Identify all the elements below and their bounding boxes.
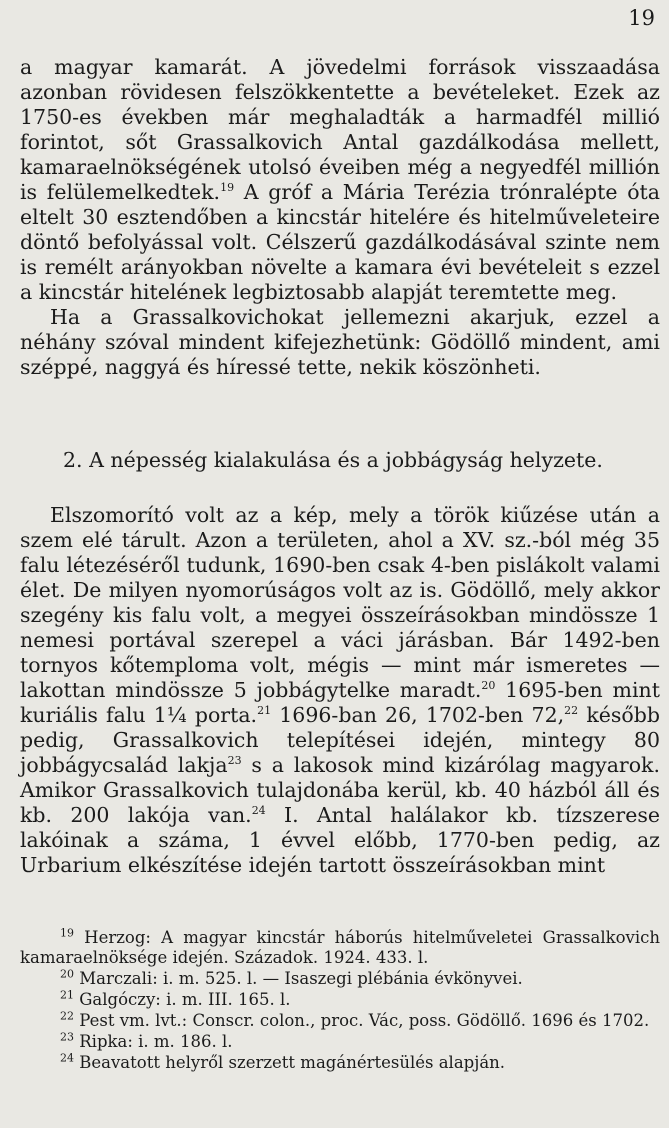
footnote-22 xyxy=(20,1011,660,1031)
footnote-23 xyxy=(20,1032,660,1052)
footnote-ref-21: 21 xyxy=(257,704,272,718)
footnote-number: 20 xyxy=(60,967,74,981)
paragraph-1-text: a magyar kamarát. A jövedelmi források visszaadása azonban rövidesen felszökkentette a bevételeket. Ezek az 1750-es években már meghaladták a harmadfél millió forintot, sőt Grassalkovich Antal gazdálkodása mellett, kamaraelnökségének utolsó éveiben még a negyedfél millión is felülemelkedtek. xyxy=(20,55,660,204)
footnote-20 xyxy=(20,969,660,989)
footnote-text: Herzog: A magyar kincstár háborús hitelműveletei Grassalkovich kamaraelnöksége idején. Századok. 1924. 433. l. xyxy=(20,928,660,967)
footnote-text: Galgóczy: i. m. III. 165. l. xyxy=(74,990,291,1009)
footnote-number: 19 xyxy=(60,926,74,940)
paragraph-3-text: 1696-ban 26, 1702-ben 72, xyxy=(271,703,565,727)
footnote-21 xyxy=(20,990,660,1010)
footnote-24 xyxy=(20,1053,660,1073)
footnote-ref-22: 22 xyxy=(564,704,579,718)
body-text-top xyxy=(20,55,660,380)
paragraph-3-text: később pedig, Grassalkovich telepítései idején, mintegy 80 jobbágycsalád lakja xyxy=(20,703,661,777)
section-heading: 2. A népesség kialakulása és a jobbágyság helyzete. xyxy=(63,448,603,472)
paragraph-3-text: s a lakosok mind kizárólag magyarok. Amikor Grassalkovich tulajdonába kerül, kb. 40 házból áll és kb. 200 lakója van. xyxy=(20,753,660,827)
paragraph-3-text: I. Antal halálakor kb. tízszerese lakóinak a száma, 1 évvel előbb, 1770-ben pedig, az Urbarium elkészítése idején tartott összeírásokban mint xyxy=(20,803,660,877)
footnote-ref-23: 23 xyxy=(227,754,242,768)
paragraph-3 xyxy=(20,503,660,878)
footnote-text: Pest vm. lvt.: Conscr. colon., proc. Vác, poss. Gödöllő. 1696 és 1702. xyxy=(74,1011,650,1030)
footnote-text: Ripka: i. m. 186. l. xyxy=(74,1032,233,1051)
footnote-text: Marczali: i. m. 525. l. — Isaszegi plébánia évkönyvei. xyxy=(74,969,523,988)
footnote-text: Beavatott helyről szerzett magánértesülés alapján. xyxy=(74,1053,506,1072)
footnote-19 xyxy=(20,928,660,968)
body-text-bottom xyxy=(20,503,660,878)
footnote-ref-19: 19 xyxy=(220,181,235,195)
footnote-ref-24: 24 xyxy=(251,804,266,818)
footnote-ref-20: 20 xyxy=(481,679,496,693)
footnote-number: 21 xyxy=(60,988,74,1002)
paragraph-1-text-cont: A gróf a Mária Terézia trónralépte óta eltelt 30 esztendőben a kincstár hitelére és hitelműveleteire döntő befolyással volt. Célszerű gazdálkodásával szinte nem is remélt arányokban növelte a kamara évi bevételeit s ezzel a kincstár hitelének legbiztosabb alapját teremtette meg. xyxy=(20,180,661,304)
paragraph-3-text: 1695-ben mint kuriális falu 1¼ porta. xyxy=(20,678,660,727)
footnotes xyxy=(20,928,660,1074)
footnote-number: 22 xyxy=(60,1009,74,1023)
page-number: 19 xyxy=(628,6,655,30)
paragraph-1 xyxy=(20,55,660,305)
paragraph-2: Ha a Grassalkovichokat jellemezni akarjuk, ezzel a néhány szóval mindent kifejezhetünk: Gödöllő mindent, ami széppé, naggyá és híressé tette, nekik köszönheti. xyxy=(20,305,660,379)
footnote-number: 23 xyxy=(60,1030,74,1044)
footnote-number: 24 xyxy=(60,1051,74,1065)
paragraph-3-text: Elszomorító volt az a kép, mely a török kiűzése után a szem elé tárult. Azon a területen, ahol a XV. sz.-ból még 35 falu létezéséről tudunk, 1690-ben csak 4-ben pislákolt valami élet. De milyen nyomorúságos volt az is. Gödöllő, mely akkor szegény kis falu volt, a megyei összeírásokban mindössze 1 nemesi portával szerepel a váci járásban. Bár 1492-ben tornyos kőtemploma volt, mégis — mint már ismeretes — lakottan mindössze 5 jobbágytelke maradt. xyxy=(20,503,660,702)
